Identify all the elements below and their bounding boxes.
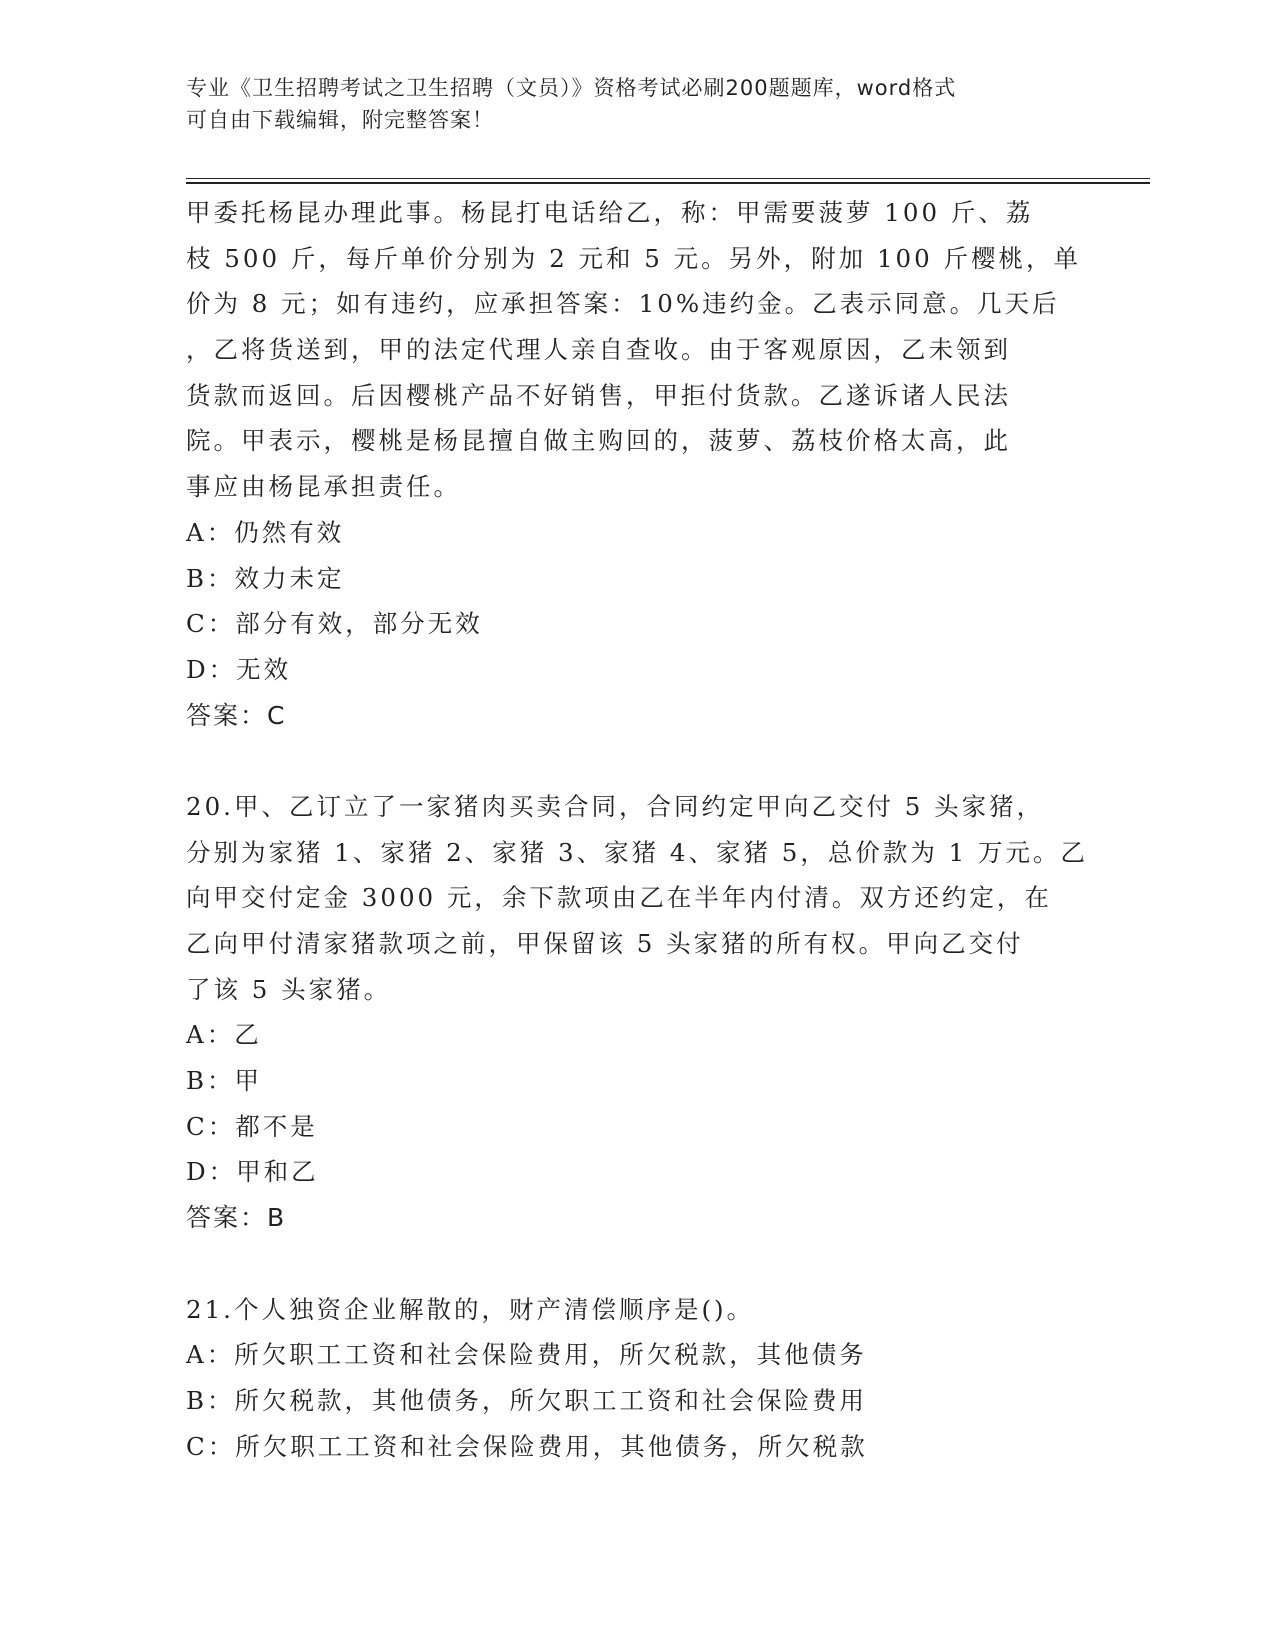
page-header xyxy=(186,72,1086,136)
question-text-line: 分别为家猪 1、家猪 2、家猪 3、家猪 4、家猪 5，总价款为 1 万元。乙 xyxy=(186,837,1089,867)
question-text-line: 了该 5 头家猪。 xyxy=(186,974,392,1004)
question-21 xyxy=(186,1287,1086,1470)
answer-line: 答案：C xyxy=(186,700,287,730)
question-text-line: 甲委托杨昆办理此事。杨昆打电话给乙，称：甲需要菠萝 100 斤、荔 xyxy=(186,198,1034,227)
option-b: B：所欠税款，其他债务，所欠职工工资和社会保险费用 xyxy=(186,1385,868,1415)
spacer xyxy=(186,1241,1086,1287)
option-d: D：甲和乙 xyxy=(186,1157,319,1187)
question-20 xyxy=(186,784,1089,1241)
option-c: C：部分有效，部分无效 xyxy=(186,609,483,639)
answer-line: 答案：B xyxy=(186,1203,287,1233)
option-a: A：仍然有效 xyxy=(186,517,345,547)
option-b: B：效力未定 xyxy=(186,563,345,593)
header-line-1: 专业《卫生招聘考试之卫生招聘（文员）》资格考试必刷200题题库，word格式 xyxy=(186,76,957,100)
option-c: C：都不是 xyxy=(186,1111,318,1141)
question-text-line: 货款而返回。后因樱桃产品不好销售，甲拒付货款。乙遂诉诸人民法 xyxy=(186,380,1011,410)
question-text-line: 枝 500 斤，每斤单价分别为 2 元和 5 元。另外，附加 100 斤樱桃，单 xyxy=(186,243,1082,273)
question-text-line: 价为 8 元；如有违约，应承担答案：10%违约金。乙表示同意。几天后 xyxy=(186,289,1060,319)
option-a: A：乙 xyxy=(186,1020,262,1050)
question-text-line: 院。甲表示，樱桃是杨昆擅自做主购回的，菠萝、荔枝价格太高，此 xyxy=(186,426,1011,456)
option-c: C：所欠职工工资和社会保险费用，其他债务，所欠税款 xyxy=(186,1431,868,1461)
option-d: D：无效 xyxy=(186,654,292,684)
document-body xyxy=(186,190,1089,1469)
question-text-line: 事应由杨昆承担责任。 xyxy=(186,472,461,502)
question-text-line: 向甲交付定金 3000 元，余下款项由乙在半年内付清。双方还约定，在 xyxy=(186,883,1052,913)
question-text-line: ，乙将货送到，甲的法定代理人亲自查收。由于客观原因，乙未领到 xyxy=(186,335,1011,365)
question-text-line: 21.个人独资企业解散的，财产清偿顺序是()。 xyxy=(186,1294,755,1324)
option-a: A：所欠职工工资和社会保险费用，所欠税款，其他债务 xyxy=(186,1340,867,1370)
option-b: B：甲 xyxy=(186,1066,263,1096)
question-19 xyxy=(186,190,1086,738)
header-line-2: 可自由下载编辑，附完整答案！ xyxy=(186,108,494,132)
header-divider-thin xyxy=(186,178,1150,179)
question-text-line: 乙向甲付清家猪款项之前，甲保留该 5 头家猪的所有权。甲向乙交付 xyxy=(186,929,1024,958)
header-divider-thick xyxy=(186,182,1150,184)
spacer xyxy=(186,738,1086,784)
question-text-line: 20.甲、乙订立了一家猪肉买卖合同，合同约定甲向乙交付 5 头家猪， xyxy=(186,791,1045,821)
